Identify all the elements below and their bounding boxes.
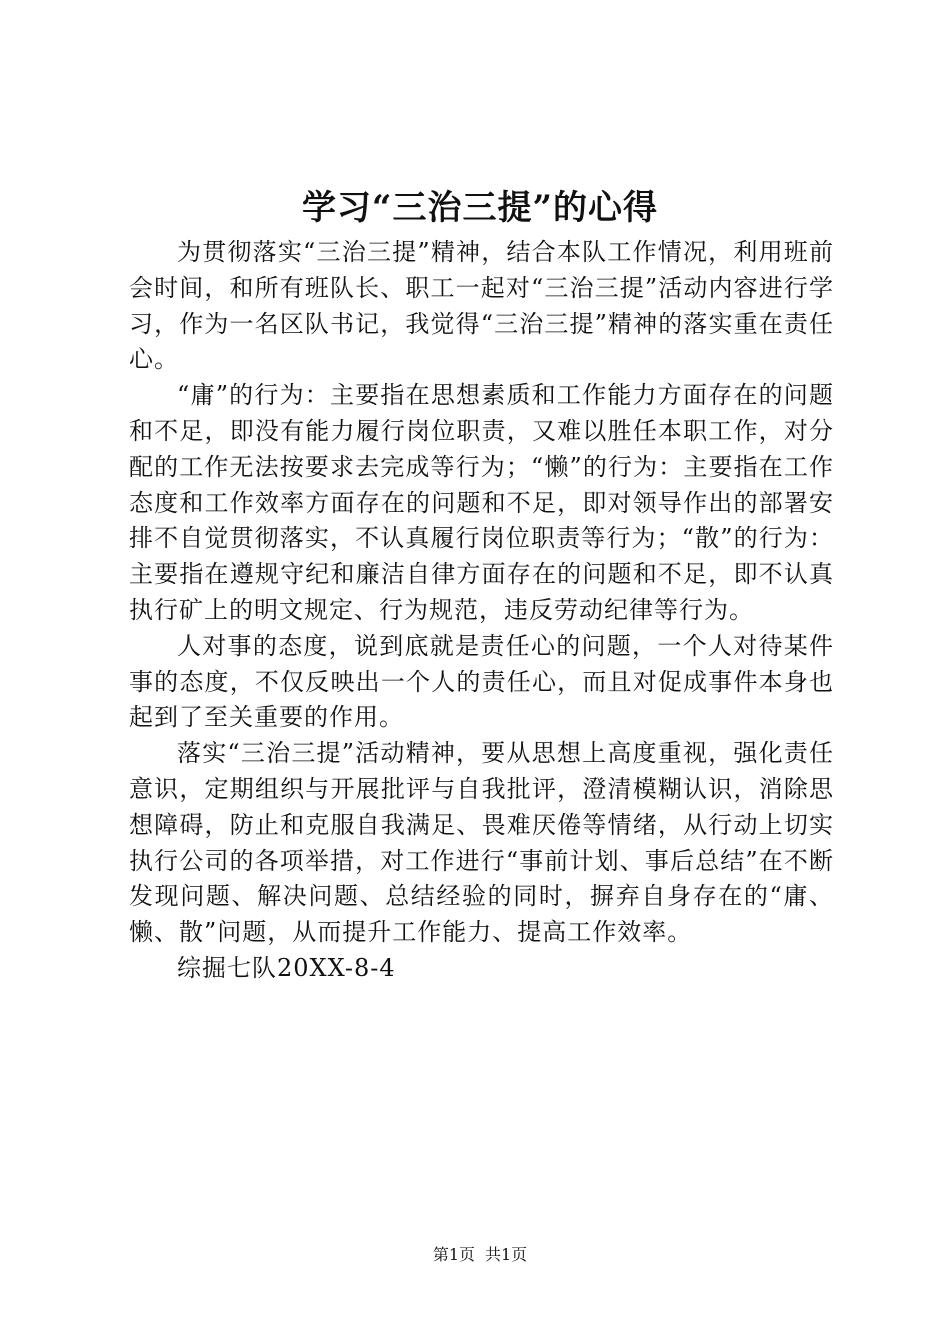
paragraph: 为贯彻落实“三治三提”精神，结合本队工作情况，利用班前会时间，和所有班队长、职工一起对“三治三提”活动内容进行学习，作为一名区队书记，我觉得“三治三提”精神的落实重在责任心。 [129,238,834,374]
page-footer [0,1243,950,1267]
document-body [129,235,834,987]
paragraph: 落实“三治三提”活动精神，要从思想上高度重视，强化责任意识，定期组织与开展批评与自我批评，澄清模糊认识，消除思想障碍，防止和克服自我满足、畏难厌倦等情绪，从行动上切实执行公司的各项举措，对工作进行“事前计划、事后总结”在不断发现问题、解决问题、总结经验的同时，摒弃自身存在的“庸、懒、散”问题，从而提升工作能力、提高工作效率。 [129,739,834,947]
paragraph: 人对事的态度，说到底就是责任心的问题，一个人对待某件事的态度，不仅反映出一个人的责任心，而且对促成事件本身也起到了至关重要的作用。 [129,631,834,732]
page-total: 共1页 [485,1245,528,1264]
paragraph: “庸”的行为：主要指在思想素质和工作能力方面存在的问题和不足，即没有能力履行岗位职责，又难以胜任本职工作，对分配的工作无法按要求去完成等行为；“懒”的行为：主要指在工作态度和工作效率方面存在的问题和不足，即对领导作出的部署安排不自觉贯彻落实，不认真履行岗位职责等行为；“散”的行为：主要指在遵规守纪和廉洁自律方面存在的问题和不足，即不认真执行矿上的明文规定、行为规范，违反劳动纪律等行为。 [129,381,834,624]
document-title: 学习“三治三提”的心得 [301,188,659,228]
page-number: 第1页 [432,1245,475,1264]
signature: 综掘七队20XX-8-4 [177,953,396,982]
